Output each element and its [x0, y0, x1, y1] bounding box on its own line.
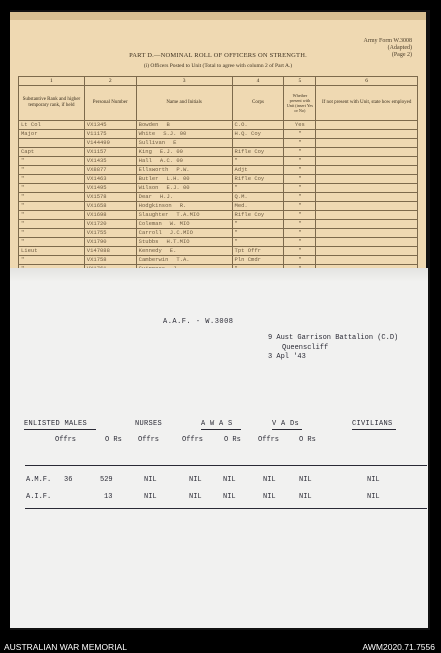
employment-cell [316, 193, 418, 202]
form-reference-line: (Adapted) [387, 45, 412, 51]
underline [201, 429, 241, 430]
employment-cell [316, 220, 418, 229]
initials: H.J. [159, 193, 174, 200]
rank-cell: " [19, 229, 85, 238]
surname: Carroll [138, 229, 162, 236]
army-form-page [10, 12, 426, 277]
value-cell: NIL [367, 493, 380, 501]
corps-cell: " [232, 229, 284, 238]
form-heading: A.A.F. - W.3008 [163, 318, 234, 326]
present-cell: " [284, 202, 316, 211]
surname: Slaughter [138, 211, 169, 218]
corps-cell: " [232, 220, 284, 229]
personal-number-cell: VX1345 [84, 121, 136, 130]
present-cell: " [284, 220, 316, 229]
initials: T.A. [176, 256, 190, 263]
surname: Dear [138, 193, 152, 200]
name-cell [136, 139, 232, 148]
personal-number-cell: V11175 [84, 130, 136, 139]
underline [272, 429, 302, 430]
initials: E.J. 00 [159, 148, 183, 155]
corps-cell: " [232, 238, 284, 247]
table-top-rule [25, 465, 427, 466]
initials: E. [169, 247, 177, 254]
table-bottom-rule [25, 508, 427, 509]
name-cell [136, 247, 232, 256]
category-vads: V A Ds [272, 420, 300, 428]
rank-cell: " [19, 166, 85, 175]
rank-cell: " [19, 193, 85, 202]
roll-row [19, 247, 418, 256]
value-cell: NIL [189, 493, 202, 501]
row-label: A.I.F. [26, 493, 52, 501]
roll-row [19, 256, 418, 265]
archive-accession-number: AWM2020.71.7556 [362, 642, 435, 652]
value-cell: NIL [223, 493, 236, 501]
column-number: 5 [284, 77, 316, 86]
column-number-row [19, 77, 418, 86]
personal-number-cell: VX1790 [84, 238, 136, 247]
personal-number-cell: VX1698 [84, 211, 136, 220]
corps-cell: Tpt Offr [232, 247, 284, 256]
column-number: 6 [316, 77, 418, 86]
name-cell [136, 193, 232, 202]
personal-number-cell: VX1157 [84, 148, 136, 157]
employment-cell [316, 130, 418, 139]
roll-row [19, 121, 418, 130]
employment-cell [316, 211, 418, 220]
corps-cell: " [232, 184, 284, 193]
initials: W. MIO [169, 220, 190, 227]
corps-cell: " [232, 157, 284, 166]
name-cell [136, 148, 232, 157]
surname: King [138, 148, 152, 155]
value-cell: NIL [144, 493, 157, 501]
column-header: If not present with Unit, state how employed [316, 86, 418, 121]
initials: E [173, 139, 177, 146]
roll-row [19, 166, 418, 175]
value-cell: NIL [367, 476, 380, 484]
name-cell [136, 256, 232, 265]
column-header-row [19, 86, 418, 121]
present-cell: " [284, 211, 316, 220]
present-cell: Yes [284, 121, 316, 130]
present-cell: " [284, 166, 316, 175]
employment-cell [316, 256, 418, 265]
initials: T.A.MIO [176, 211, 200, 218]
personal-number-cell: VX1463 [84, 175, 136, 184]
initials: L.H. 00 [166, 175, 190, 182]
surname: Bowden [138, 121, 159, 128]
employment-cell [316, 121, 418, 130]
rank-cell: " [19, 157, 85, 166]
roll-row [19, 238, 418, 247]
surname: Stubbs [138, 238, 159, 245]
typed-return-sheet [10, 268, 428, 628]
corps-cell: Med. [232, 202, 284, 211]
name-cell [136, 166, 232, 175]
rank-cell: " [19, 220, 85, 229]
employment-cell [316, 157, 418, 166]
employment-cell [316, 202, 418, 211]
personal-number-cell: VX8877 [84, 166, 136, 175]
personal-number-cell: VX1435 [84, 157, 136, 166]
corps-cell: Rifle Coy [232, 148, 284, 157]
form-title: PART D.—NOMINAL ROLL OF OFFICERS ON STRENGTH. [129, 52, 307, 59]
rank-cell: " [19, 175, 85, 184]
subheading: Offrs [182, 436, 204, 444]
column-header: Whether present with Unit (insert Yes or No) [284, 86, 316, 121]
present-cell: " [284, 157, 316, 166]
unit-line: 9 Aust Garrison Battalion (C.D) [268, 334, 399, 342]
form-reference-line: (Page 2) [391, 52, 412, 58]
personal-number-cell: V144499 [84, 139, 136, 148]
surname: White [138, 130, 156, 137]
value-cell: NIL [299, 493, 312, 501]
corps-cell: Pln Cmdr [232, 256, 284, 265]
roll-row [19, 202, 418, 211]
paper-fold [10, 268, 428, 282]
roll-row [19, 139, 418, 148]
column-header: Corps [232, 86, 284, 121]
present-cell: " [284, 238, 316, 247]
subheading: Offrs [55, 436, 77, 444]
column-header: Name and Initials [136, 86, 232, 121]
employment-cell [316, 247, 418, 256]
subheading: O Rs [299, 436, 316, 444]
name-cell [136, 202, 232, 211]
column-number: 4 [232, 77, 284, 86]
roll-row [19, 229, 418, 238]
personal-number-cell: VX1495 [84, 184, 136, 193]
employment-cell [316, 139, 418, 148]
corps-cell: Rifle Coy [232, 211, 284, 220]
name-cell [136, 157, 232, 166]
name-cell [136, 130, 232, 139]
subheading: Offrs [258, 436, 280, 444]
unit-line: Queenscliff [282, 343, 329, 352]
form-subtitle: (i) Officers Posted to Unit (Total to agree with column 2 of Part A.) [143, 63, 293, 69]
corps-cell [232, 139, 284, 148]
subheading: Offrs [138, 436, 160, 444]
roll-row [19, 220, 418, 229]
value-cell: NIL [299, 476, 312, 484]
employment-cell [316, 238, 418, 247]
employment-cell [316, 229, 418, 238]
initials: S.J. 00 [163, 130, 187, 137]
surname: Butler [138, 175, 159, 182]
present-cell: " [284, 139, 316, 148]
value-cell: NIL [144, 476, 157, 484]
corps-cell: Adjt [232, 166, 284, 175]
underline [352, 429, 396, 430]
rank-cell: Major [19, 130, 85, 139]
category-civilians: CIVILIANS [352, 420, 393, 428]
rank-cell: Capt [19, 148, 85, 157]
unit-line: 3 Apl '43 [268, 353, 306, 361]
present-cell: " [284, 193, 316, 202]
column-header: Personal Number [84, 86, 136, 121]
category-awas: A W A S [201, 420, 233, 428]
surname: Hall [138, 157, 152, 164]
present-cell: " [284, 148, 316, 157]
name-cell [136, 184, 232, 193]
personal-number-cell: VX1658 [84, 202, 136, 211]
corps-cell: H.Q. Coy [232, 130, 284, 139]
present-cell: " [284, 247, 316, 256]
rank-cell [19, 139, 85, 148]
employment-cell [316, 175, 418, 184]
personal-number-cell: VX1578 [84, 193, 136, 202]
name-cell [136, 220, 232, 229]
roll-row [19, 157, 418, 166]
value-cell: NIL [263, 476, 276, 484]
present-cell: " [284, 175, 316, 184]
form-reference-line: Army Form W.3008 [363, 38, 412, 44]
roll-row [19, 193, 418, 202]
personal-number-cell: V147088 [84, 247, 136, 256]
paper-edge [10, 12, 426, 20]
corps-cell: Q.M. [232, 193, 284, 202]
roll-row [19, 148, 418, 157]
name-cell [136, 211, 232, 220]
surname: Sullivan [138, 139, 166, 146]
initials: E.J. 00 [166, 184, 190, 191]
rank-cell: " [19, 211, 85, 220]
roll-row [19, 175, 418, 184]
name-cell [136, 238, 232, 247]
initials: A.C. 00 [159, 157, 183, 164]
present-cell: " [284, 256, 316, 265]
column-header: Substantive Rank and higher temporary rank, if held [19, 86, 85, 121]
column-number: 3 [136, 77, 232, 86]
corps-cell: Rifle Coy [232, 175, 284, 184]
surname: Wilson [138, 184, 159, 191]
initials: R. [179, 202, 187, 209]
row-label: A.M.F. [26, 476, 52, 484]
archive-name: AUSTRALIAN WAR MEMORIAL [4, 642, 127, 652]
present-cell: " [284, 184, 316, 193]
rank-cell: " [19, 238, 85, 247]
surname: Ellsworth [138, 166, 169, 173]
surname: Coleman [138, 220, 162, 227]
rank-cell: " [19, 184, 85, 193]
name-cell [136, 121, 232, 130]
nominal-roll-table [18, 76, 418, 283]
rank-cell: " [19, 256, 85, 265]
surname: Kennedy [138, 247, 162, 254]
column-number: 1 [19, 77, 85, 86]
category-nurses: NURSES [135, 420, 163, 428]
name-cell [136, 175, 232, 184]
underline [24, 429, 96, 430]
personal-number-cell: VX1720 [84, 220, 136, 229]
value-cell: 529 [100, 476, 113, 484]
corps-cell: C.O. [232, 121, 284, 130]
personal-number-cell: VX1755 [84, 229, 136, 238]
archive-caption-bar [0, 640, 441, 653]
surname: Camberwin [138, 256, 169, 263]
employment-cell [316, 166, 418, 175]
initials: J.C.MIO [169, 229, 193, 236]
value-cell: NIL [223, 476, 236, 484]
surname: Hodgkinson [138, 202, 172, 209]
rank-cell: Lt Col [19, 121, 85, 130]
value-cell: NIL [189, 476, 202, 484]
subheading: O Rs [224, 436, 241, 444]
unit-details [268, 334, 398, 363]
initials: B [166, 121, 170, 128]
employment-cell [316, 184, 418, 193]
rank-cell: Lieut [19, 247, 85, 256]
present-cell: " [284, 229, 316, 238]
roll-body [19, 121, 418, 283]
subheading: O Rs [105, 436, 122, 444]
roll-row [19, 130, 418, 139]
rank-cell: " [19, 202, 85, 211]
value-cell: NIL [263, 493, 276, 501]
employment-cell [316, 148, 418, 157]
name-cell [136, 229, 232, 238]
column-number: 2 [84, 77, 136, 86]
initials: H.T.MIO [166, 238, 190, 245]
value-cell: 36 [64, 476, 73, 484]
roll-row [19, 211, 418, 220]
present-cell: " [284, 130, 316, 139]
roll-row [19, 184, 418, 193]
value-cell: 13 [104, 493, 113, 501]
personal-number-cell: VX1758 [84, 256, 136, 265]
initials: P.W. [176, 166, 190, 173]
category-enlisted-males: ENLISTED MALES [24, 420, 88, 428]
